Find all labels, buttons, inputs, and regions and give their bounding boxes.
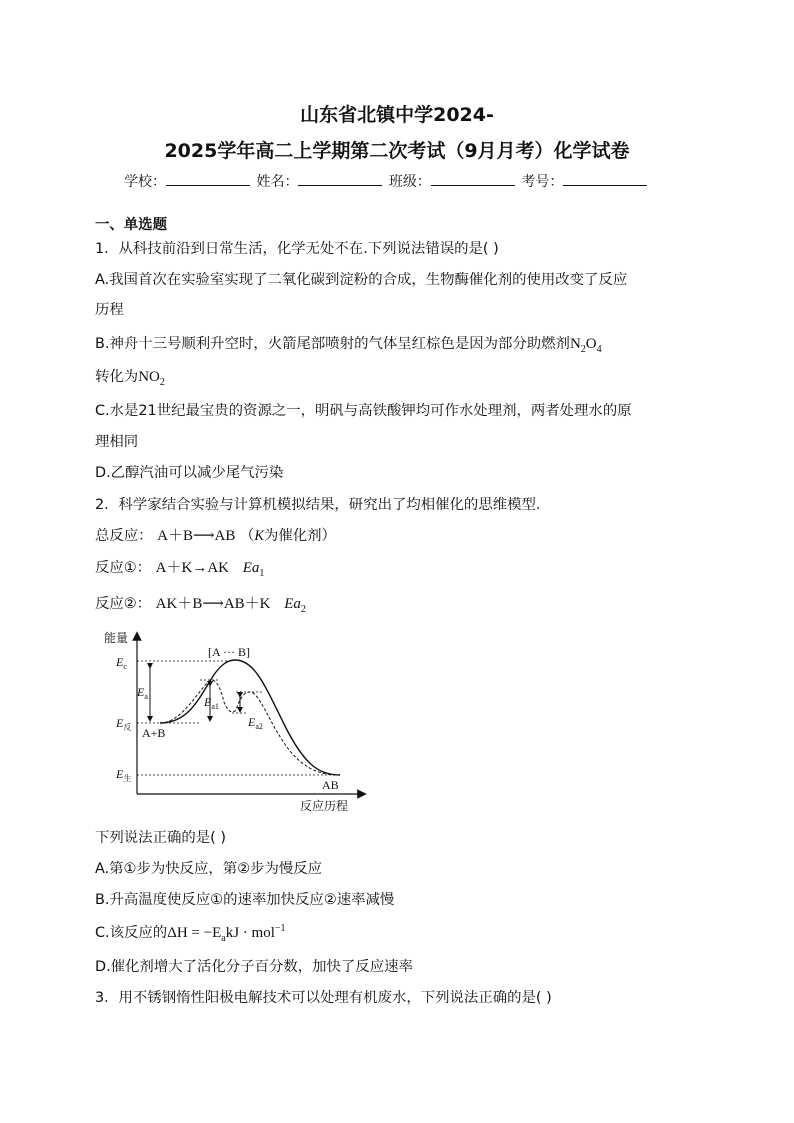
formula-sub: 2: [580, 344, 586, 355]
exam-number-blank[interactable]: [563, 171, 647, 186]
x-axis-label: 反应历程: [300, 799, 349, 813]
q1-option-a-line1: A.我国首次在实验室实现了二氧化碳到淀粉的合成，生物酶催化剂的使用改变了反应: [95, 272, 628, 288]
formula-part: NO: [138, 369, 160, 385]
label-sub: a2: [255, 722, 263, 731]
label-main: E: [116, 767, 124, 781]
q2-reaction-1: [95, 558, 705, 578]
reaction-2-energy: [284, 596, 306, 615]
q1-option-b-text: B.神舟十三号顺利升空时，火箭尾部喷射的气体呈红棕色是因为部分助燃剂: [95, 336, 570, 352]
total-reaction-label: 总反应：: [95, 528, 153, 544]
transition-state-label: [A ··· B]: [208, 645, 250, 659]
q2-option-c: [95, 923, 705, 943]
exam-title-line2: 2025学年高二上学期第二次考试（9月月考）化学试卷: [164, 140, 630, 162]
q1-option-d: D.乙醇汽油可以减少尾气污染: [95, 465, 284, 481]
q2-option-a: A.第①步为快反应，第②步为慢反应: [95, 861, 323, 877]
y-axis-label: 能量: [104, 631, 129, 645]
e-prod-label: [115, 767, 131, 783]
q1-option-a-line2: 历程: [95, 302, 124, 318]
products-label: AB: [322, 778, 339, 792]
reaction-1-label: 反应①：: [95, 560, 152, 576]
total-reaction-equation: A＋B⟶AB: [157, 528, 236, 544]
formula-part: ΔH = −E: [167, 925, 222, 941]
label-sub: c: [123, 662, 127, 671]
total-reaction-note-open: （: [239, 528, 255, 544]
q2-reaction-2: [95, 594, 705, 614]
class-blank[interactable]: [431, 171, 515, 186]
label-main: E: [137, 685, 145, 699]
formula-part: N: [569, 336, 581, 352]
label-sub: a1: [211, 702, 219, 711]
q1-option-b-text2: 转化为: [95, 369, 139, 385]
label-main: E: [116, 655, 124, 669]
total-reaction-note: 为催化剂）: [263, 528, 336, 544]
q2-total-reaction: [95, 526, 705, 546]
q1-option-b-line2: [95, 367, 705, 387]
reactants-label: A+B: [142, 726, 166, 740]
formula-sub: 4: [596, 344, 602, 355]
ea1-label: [203, 695, 219, 711]
formula-part: kJ · mol: [225, 925, 275, 941]
energy-sub: 1: [259, 568, 265, 579]
formula-sub: 2: [159, 377, 165, 388]
reaction-2-label: 反应②：: [95, 596, 152, 612]
q1-option-c-line1: C.水是21世纪最宝贵的资源之一，明矾与高铁酸钾均可作水处理剂，两者处理水的原: [95, 403, 632, 419]
q3-stem: 3．用不锈钢惰性阳极电解技术可以处理有机废水，下列说法正确的是( ): [95, 990, 552, 1006]
q1-option-b-line1: [95, 334, 705, 354]
q2-stem: 2．科学家结合实验与计算机模拟结果，研究出了均相催化的思维模型.: [95, 497, 541, 513]
energy-profile-diagram: [100, 626, 370, 816]
school-label: 学校：: [124, 174, 166, 190]
ec-label: [115, 655, 127, 671]
exam-number-label: 考号：: [521, 174, 564, 190]
reaction-1-equation: A＋K→AK: [155, 560, 229, 576]
label-main: E: [116, 716, 124, 730]
name-blank[interactable]: [298, 171, 382, 186]
class-label: 班级：: [388, 174, 431, 190]
energy-sub: 2: [300, 604, 306, 615]
q1-option-c-line2: 理相同: [95, 434, 139, 450]
q1-stem: 1．从科技前沿到日常生活，化学无处不在.下列说法错误的是( ): [95, 241, 499, 257]
exam-title-line1: 山东省北镇中学2024-: [300, 104, 494, 126]
section-title: 一、单选题: [95, 217, 167, 233]
formula-part: O: [585, 336, 597, 352]
q2-prompt: 下列说法正确的是( ): [95, 830, 226, 846]
label-sub: 生: [123, 774, 132, 783]
q2-option-c-formula: [167, 923, 286, 944]
formula-sup: −1: [274, 923, 286, 934]
school-blank[interactable]: [166, 171, 250, 186]
formula-sub: a: [221, 933, 226, 944]
ea-label: [136, 685, 148, 701]
q2-option-c-text: C.该反应的: [95, 925, 168, 941]
energy-symbol: Ea: [284, 596, 301, 612]
reaction-1-energy: [242, 560, 265, 579]
label-main: E: [248, 715, 256, 729]
label-sub: 反: [123, 723, 132, 732]
q2-option-b: B.升高温度使反应①的速率加快反应②速率减慢: [95, 892, 395, 908]
catalyst-symbol: K: [254, 528, 264, 544]
e-react-label: [115, 716, 131, 732]
student-info-row: [124, 171, 684, 192]
q1-option-b-formula: [569, 336, 602, 355]
reaction-2-equation: AK＋B⟶AB＋K: [155, 596, 271, 612]
energy-symbol: Ea: [242, 560, 260, 576]
name-label: 姓名：: [256, 174, 299, 190]
label-sub: a: [144, 692, 148, 701]
q2-option-d: D.催化剂增大了活化分子百分数，加快了反应速率: [95, 959, 413, 975]
ea2-label: [247, 715, 263, 731]
q1-option-b-formula2: [138, 369, 165, 388]
label-main: E: [204, 695, 212, 709]
